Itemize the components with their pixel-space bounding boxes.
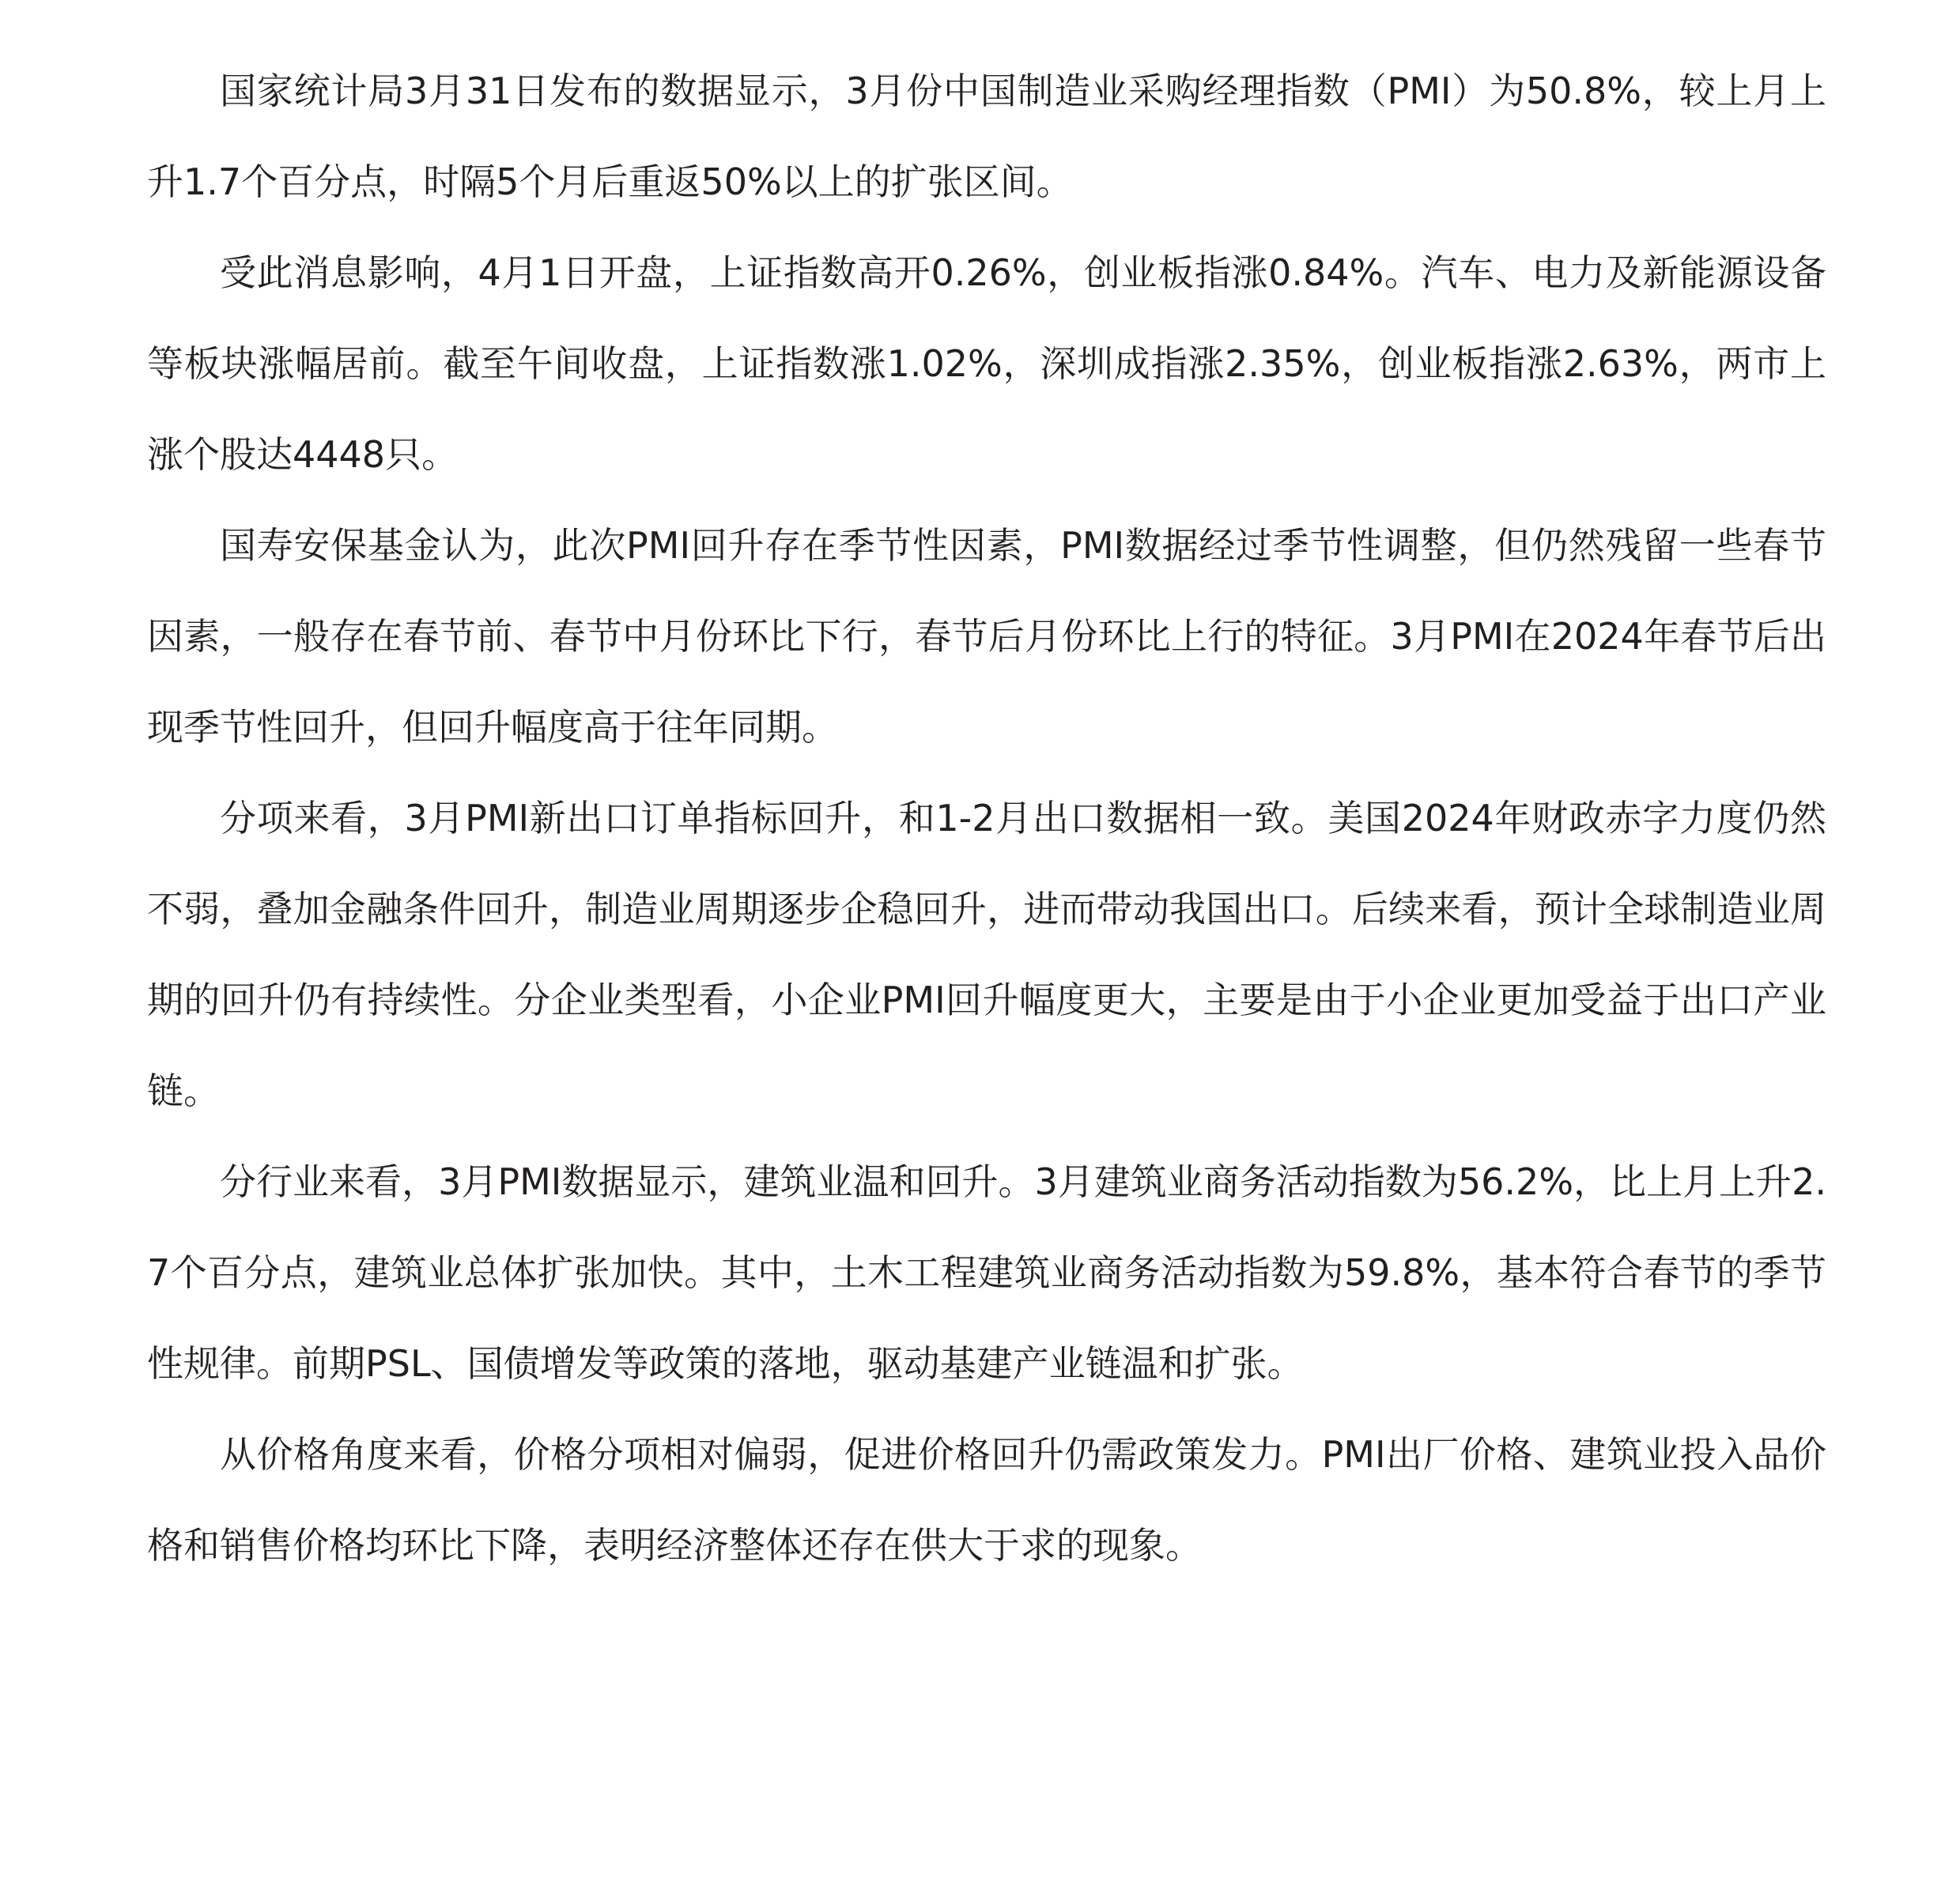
paragraph-construction-industry: 分行业来看，3月PMI数据显示，建筑业温和回升。3月建筑业商务活动指数为56.2%，比上月上升2.7个百分点，建筑业总体扩张加快。其中，土木工程建筑业商务活动指数为59.8%，基本符合春节的季节性规律。前期PSL、国债增发等政策的落地，驱动基建产业链温和扩张。 — [147, 1160, 1826, 1385]
paragraph-market-reaction: 受此消息影响，4月1日开盘，上证指数高开0.26%，创业板指涨0.84%。汽车、电力及新能源设备等板块涨幅居前。截至午间收盘，上证指数涨1.02%，深圳成指涨2.35%，创业板指涨2.63%，两市上涨个股达4448只。 — [147, 251, 1826, 476]
paragraph-price-index: 从价格角度来看，价格分项相对偏弱，促进价格回升仍需政策发力。PMI出厂价格、建筑业投入品价格和销售价格均环比下降，表明经济整体还存在供大于求的现象。 — [147, 1433, 1826, 1567]
paragraph-pmi-release: 国家统计局3月31日发布的数据显示，3月份中国制造业采购经理指数（PMI）为50.8%，较上月上升1.7个百分点，时隔5个月后重返50%以上的扩张区间。 — [147, 70, 1826, 203]
paragraph-seasonal-factors: 国寿安保基金认为，此次PMI回升存在季节性因素，PMI数据经过季节性调整，但仍然残留一些春节因素，一般存在春节前、春节中月份环比下行，春节后月份环比上行的特征。3月PMI在2024年春节后出现季节性回升，但回升幅度高于往年同期。 — [147, 524, 1826, 749]
paragraph-export-orders: 分项来看，3月PMI新出口订单指标回升，和1-2月出口数据相一致。美国2024年财政赤字力度仍然不弱，叠加金融条件回升，制造业周期逐步企稳回升，进而带动我国出口。后续来看，预计全球制造业周期的回升仍有持续性。分企业类型看，小企业PMI回升幅度更大，主要是由于小企业更加受益于出口产业链。 — [147, 797, 1826, 1112]
article-body — [147, 46, 1826, 1591]
